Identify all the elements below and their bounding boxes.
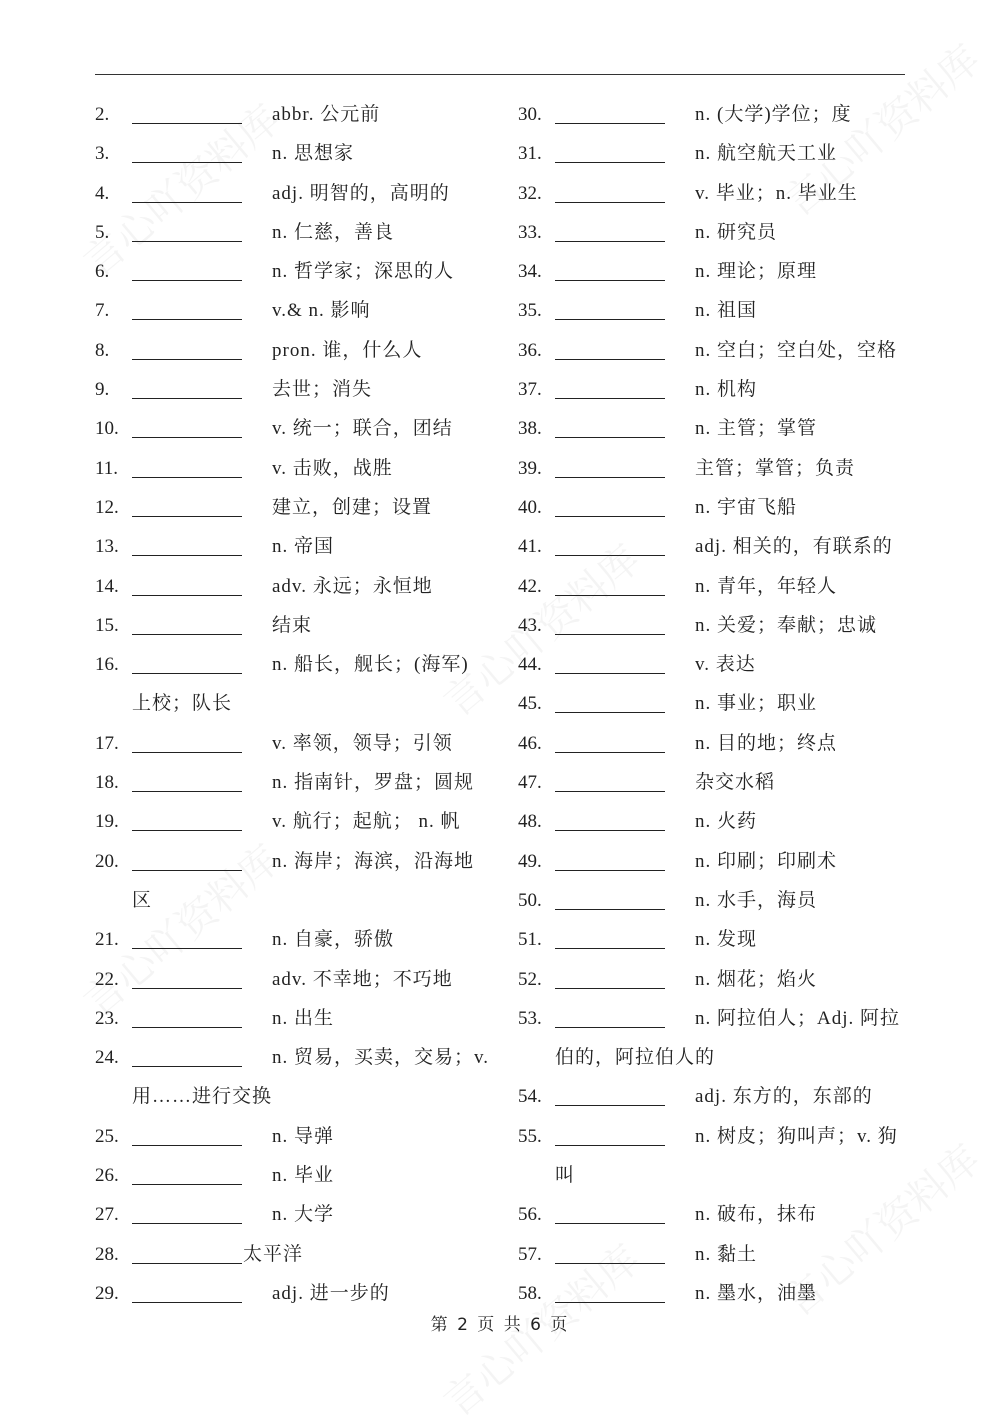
vocab-item <box>95 1122 495 1161</box>
item-definition: adv. 不幸地；不巧地 <box>272 968 453 990</box>
item-number: 40. <box>518 496 542 518</box>
answer-blank[interactable] <box>132 241 242 242</box>
item-number: 34. <box>518 261 542 283</box>
item-definition: n. 帝国 <box>272 536 335 558</box>
answer-blank[interactable] <box>555 673 665 674</box>
item-number: 43. <box>518 614 542 636</box>
item-number: 31. <box>518 143 542 165</box>
vocab-item <box>518 493 918 532</box>
answer-blank[interactable] <box>555 909 665 910</box>
item-number: 28. <box>95 1243 119 1265</box>
vocab-item <box>95 336 495 375</box>
vocab-item <box>518 965 918 1004</box>
header-rule <box>95 74 905 75</box>
item-number: 44. <box>518 654 542 676</box>
answer-blank[interactable] <box>132 673 242 674</box>
answer-blank[interactable] <box>555 634 665 635</box>
answer-blank[interactable] <box>132 988 242 989</box>
item-number: 29. <box>95 1282 119 1304</box>
answer-blank[interactable] <box>132 398 242 399</box>
item-number: 11. <box>95 457 119 479</box>
answer-blank[interactable] <box>555 202 665 203</box>
item-definition: n. 树皮；狗叫声；v. 狗 <box>695 1125 898 1147</box>
item-definition: v. 统一；联合，团结 <box>272 418 453 440</box>
answer-blank[interactable] <box>555 948 665 949</box>
answer-blank[interactable] <box>132 830 242 831</box>
item-number: 13. <box>95 536 119 558</box>
vocab-item <box>95 218 495 257</box>
item-number: 26. <box>95 1165 119 1187</box>
vocab-item <box>95 296 495 335</box>
item-definition: n. 毕业 <box>272 1165 335 1187</box>
answer-blank[interactable] <box>555 595 665 596</box>
item-definition: n. 祖国 <box>695 300 758 322</box>
item-definition: n. 自豪，骄傲 <box>272 929 395 951</box>
vocab-item <box>95 454 495 493</box>
vocab-item <box>518 847 918 886</box>
item-definition: n. 阿拉伯人；Adj. 阿拉 <box>695 1007 901 1029</box>
item-definition: n. 烟花；焰火 <box>695 968 818 990</box>
item-definition: n. 导弹 <box>272 1125 335 1147</box>
vocab-item <box>518 650 918 689</box>
vocab-item <box>95 572 495 611</box>
answer-blank[interactable] <box>132 791 242 792</box>
answer-blank[interactable] <box>555 241 665 242</box>
vocab-item <box>518 886 918 925</box>
answer-blank[interactable] <box>555 712 665 713</box>
vocab-item <box>95 100 495 139</box>
answer-blank[interactable] <box>132 1145 242 1146</box>
item-definition: abbr. 公元前 <box>272 104 381 125</box>
item-definition: adj. 相关的，有联系的 <box>695 536 893 558</box>
vocab-item <box>95 139 495 178</box>
vocab-item <box>518 807 918 846</box>
answer-blank[interactable] <box>555 398 665 399</box>
item-number: 10. <box>95 418 119 440</box>
item-definition: n. 黏土 <box>695 1243 758 1265</box>
item-definition: 主管；掌管；负责 <box>695 457 856 479</box>
vocab-item <box>95 179 495 218</box>
answer-blank[interactable] <box>132 516 242 517</box>
vocab-item <box>518 179 918 218</box>
item-number: 14. <box>95 575 119 597</box>
definition-continuation <box>518 1161 918 1200</box>
item-definition: n. 空白；空白处，空格 <box>695 339 898 361</box>
item-definition: n. 关爱；奉献；忠诚 <box>695 614 878 636</box>
item-number: 35. <box>518 300 542 322</box>
item-number: 17. <box>95 732 119 754</box>
item-definition: n. 理论；原理 <box>695 261 818 283</box>
vocab-item <box>95 1161 495 1200</box>
vocab-item <box>518 296 918 335</box>
item-number: 53. <box>518 1007 542 1029</box>
answer-blank[interactable] <box>132 1027 242 1028</box>
item-definition: v. 毕业；n. 毕业生 <box>695 182 858 204</box>
answer-blank[interactable] <box>132 437 242 438</box>
answer-blank[interactable] <box>555 1027 665 1028</box>
item-definition: v.& n. 影响 <box>272 300 371 322</box>
page-footer: 第 2 页 共 6 页 <box>430 1315 570 1335</box>
vocab-item <box>95 847 495 886</box>
definition-continuation-text: 叫 <box>555 1165 576 1187</box>
item-number: 6. <box>95 261 110 283</box>
item-definition: v. 击败，战胜 <box>272 457 393 479</box>
answer-blank[interactable] <box>555 830 665 831</box>
answer-blank[interactable] <box>132 1263 242 1264</box>
answer-blank[interactable] <box>555 123 665 124</box>
item-number: 42. <box>518 575 542 597</box>
item-number: 9. <box>95 379 110 401</box>
vocab-item <box>518 218 918 257</box>
item-definition: adv. 永远；永恒地 <box>272 575 433 597</box>
answer-blank[interactable] <box>555 1145 665 1146</box>
item-number: 41. <box>518 536 542 558</box>
item-number: 27. <box>95 1204 119 1226</box>
vocab-item <box>95 650 495 689</box>
answer-blank[interactable] <box>132 162 242 163</box>
vocab-item <box>95 611 495 650</box>
answer-blank[interactable] <box>555 477 665 478</box>
vocab-item <box>95 1240 495 1279</box>
answer-blank[interactable] <box>555 1223 665 1224</box>
answer-blank[interactable] <box>132 870 242 871</box>
item-number: 46. <box>518 732 542 754</box>
definition-continuation <box>95 689 495 728</box>
answer-blank[interactable] <box>132 202 242 203</box>
item-number: 4. <box>95 182 110 204</box>
vocab-item <box>518 375 918 414</box>
definition-continuation <box>95 1082 495 1121</box>
item-definition: adj. 明智的，高明的 <box>272 182 450 204</box>
item-number: 2. <box>95 104 110 125</box>
item-number: 39. <box>518 457 542 479</box>
item-definition: n. 火药 <box>695 811 758 833</box>
item-number: 51. <box>518 929 542 951</box>
item-definition: n. 印刷；印刷术 <box>695 850 838 872</box>
item-definition: n. 主管；掌管 <box>695 418 818 440</box>
answer-blank[interactable] <box>555 437 665 438</box>
item-definition: n. 墨水，油墨 <box>695 1282 818 1304</box>
item-number: 16. <box>95 654 119 676</box>
definition-continuation <box>95 886 495 925</box>
item-number: 7. <box>95 300 110 322</box>
answer-blank[interactable] <box>132 948 242 949</box>
vocab-item <box>518 1082 918 1121</box>
vocab-item <box>95 493 495 532</box>
vocab-item <box>518 336 918 375</box>
item-number: 22. <box>95 968 119 990</box>
item-definition: pron. 谁，什么人 <box>272 339 423 361</box>
item-number: 23. <box>95 1007 119 1029</box>
item-number: 55. <box>518 1125 542 1147</box>
item-number: 45. <box>518 693 542 715</box>
item-number: 47. <box>518 772 542 794</box>
answer-blank[interactable] <box>555 870 665 871</box>
item-number: 54. <box>518 1086 542 1108</box>
item-definition: n. 仁慈，善良 <box>272 221 395 243</box>
vocab-item <box>518 1004 918 1043</box>
vocab-item <box>95 414 495 453</box>
vocab-item <box>518 139 918 178</box>
item-definition: n. 宇宙飞船 <box>695 496 798 518</box>
vocab-item <box>95 1004 495 1043</box>
item-number: 8. <box>95 339 110 361</box>
answer-blank[interactable] <box>555 280 665 281</box>
answer-blank[interactable] <box>132 123 242 124</box>
item-definition: adj. 进一步的 <box>272 1282 390 1304</box>
answer-blank[interactable] <box>555 791 665 792</box>
item-definition: n. (大学)学位；度 <box>695 104 852 125</box>
item-definition: n. 水手，海员 <box>695 889 818 911</box>
item-number: 38. <box>518 418 542 440</box>
item-definition: n. 目的地；终点 <box>695 732 838 754</box>
answer-blank[interactable] <box>132 280 242 281</box>
item-definition: n. 海岸；海滨，沿海地 <box>272 850 475 872</box>
item-number: 57. <box>518 1243 542 1265</box>
vocab-item <box>518 572 918 611</box>
item-number: 18. <box>95 772 119 794</box>
answer-blank[interactable] <box>132 555 242 556</box>
answer-blank[interactable] <box>132 1302 242 1303</box>
definition-continuation <box>518 1043 918 1082</box>
answer-blank[interactable] <box>132 319 242 320</box>
answer-blank[interactable] <box>132 752 242 753</box>
answer-blank[interactable] <box>555 988 665 989</box>
item-definition: n. 机构 <box>695 379 758 401</box>
definition-continuation-text: 用……进行交换 <box>132 1086 273 1108</box>
item-definition: n. 出生 <box>272 1007 335 1029</box>
answer-blank[interactable] <box>132 477 242 478</box>
vocab-item <box>518 100 918 139</box>
vocab-item <box>95 965 495 1004</box>
vocab-item <box>518 1200 918 1239</box>
definition-continuation-text: 上校；队长 <box>132 693 233 715</box>
vocab-item <box>518 925 918 964</box>
vocab-item <box>95 729 495 768</box>
answer-blank[interactable] <box>132 1184 242 1185</box>
item-number: 37. <box>518 379 542 401</box>
vocab-item <box>518 454 918 493</box>
item-number: 36. <box>518 339 542 361</box>
vocab-item <box>95 925 495 964</box>
answer-blank[interactable] <box>555 359 665 360</box>
item-number: 49. <box>518 850 542 872</box>
definition-continuation-text: 伯的，阿拉伯人的 <box>555 1047 716 1069</box>
item-number: 24. <box>95 1047 119 1069</box>
vocab-item <box>518 689 918 728</box>
answer-blank[interactable] <box>132 359 242 360</box>
vocab-item <box>95 257 495 296</box>
definition-continuation-text: 区 <box>132 889 153 911</box>
answer-blank[interactable] <box>132 595 242 596</box>
item-definition: n. 事业；职业 <box>695 693 818 715</box>
answer-blank[interactable] <box>555 752 665 753</box>
vocab-item <box>518 414 918 453</box>
item-definition: 结束 <box>272 614 313 636</box>
left-column <box>95 100 495 1318</box>
item-number: 19. <box>95 811 119 833</box>
answer-blank[interactable] <box>555 1105 665 1106</box>
item-number: 56. <box>518 1204 542 1226</box>
item-number: 58. <box>518 1282 542 1304</box>
item-definition: n. 船长，舰长；(海军) <box>272 654 469 676</box>
item-number: 48. <box>518 811 542 833</box>
item-number: 20. <box>95 850 119 872</box>
vocab-item <box>518 532 918 571</box>
answer-blank[interactable] <box>555 1263 665 1264</box>
item-definition: 太平洋 <box>243 1243 304 1265</box>
answer-blank[interactable] <box>555 319 665 320</box>
item-number: 50. <box>518 889 542 911</box>
answer-blank[interactable] <box>132 634 242 635</box>
item-definition: n. 指南针，罗盘；圆规 <box>272 772 475 794</box>
item-definition: v. 率领，领导；引领 <box>272 732 453 754</box>
item-definition: adj. 东方的，东部的 <box>695 1086 873 1108</box>
vocab-item <box>518 1122 918 1161</box>
item-number: 33. <box>518 221 542 243</box>
item-definition: n. 思想家 <box>272 143 355 165</box>
answer-blank[interactable] <box>555 162 665 163</box>
item-definition: n. 破布，抹布 <box>695 1204 818 1226</box>
answer-blank[interactable] <box>555 516 665 517</box>
vocab-item <box>95 1200 495 1239</box>
answer-blank[interactable] <box>555 1302 665 1303</box>
answer-blank[interactable] <box>555 555 665 556</box>
item-number: 52. <box>518 968 542 990</box>
item-definition: n. 航空航天工业 <box>695 143 838 165</box>
vocab-item <box>518 611 918 650</box>
item-definition: n. 发现 <box>695 929 758 951</box>
item-number: 32. <box>518 182 542 204</box>
item-definition: v. 航行；起航； n. 帆 <box>272 811 461 833</box>
item-definition: n. 研究员 <box>695 221 778 243</box>
item-definition: n. 贸易，买卖，交易；v. <box>272 1047 490 1069</box>
vocab-item <box>518 1240 918 1279</box>
vocab-item <box>95 807 495 846</box>
item-number: 15. <box>95 614 119 636</box>
item-number: 30. <box>518 104 542 125</box>
vocab-item <box>95 768 495 807</box>
vocab-item <box>95 1043 495 1082</box>
right-column <box>518 100 918 1318</box>
vocab-item <box>95 375 495 414</box>
vocab-item <box>518 729 918 768</box>
item-definition: v. 表达 <box>695 654 756 676</box>
item-definition: n. 青年，年轻人 <box>695 575 838 597</box>
answer-blank[interactable] <box>132 1223 242 1224</box>
answer-blank[interactable] <box>132 1066 242 1067</box>
vocab-item <box>95 532 495 571</box>
vocab-item <box>518 768 918 807</box>
item-number: 25. <box>95 1125 119 1147</box>
vocab-item <box>518 257 918 296</box>
item-definition: n. 哲学家；深思的人 <box>272 261 455 283</box>
item-number: 21. <box>95 929 119 951</box>
item-definition: 去世；消失 <box>272 379 373 401</box>
item-number: 12. <box>95 496 119 518</box>
item-definition: 杂交水稻 <box>695 772 776 794</box>
item-definition: n. 大学 <box>272 1204 335 1226</box>
item-number: 3. <box>95 143 110 165</box>
item-definition: 建立，创建；设置 <box>272 496 433 518</box>
item-number: 5. <box>95 221 110 243</box>
